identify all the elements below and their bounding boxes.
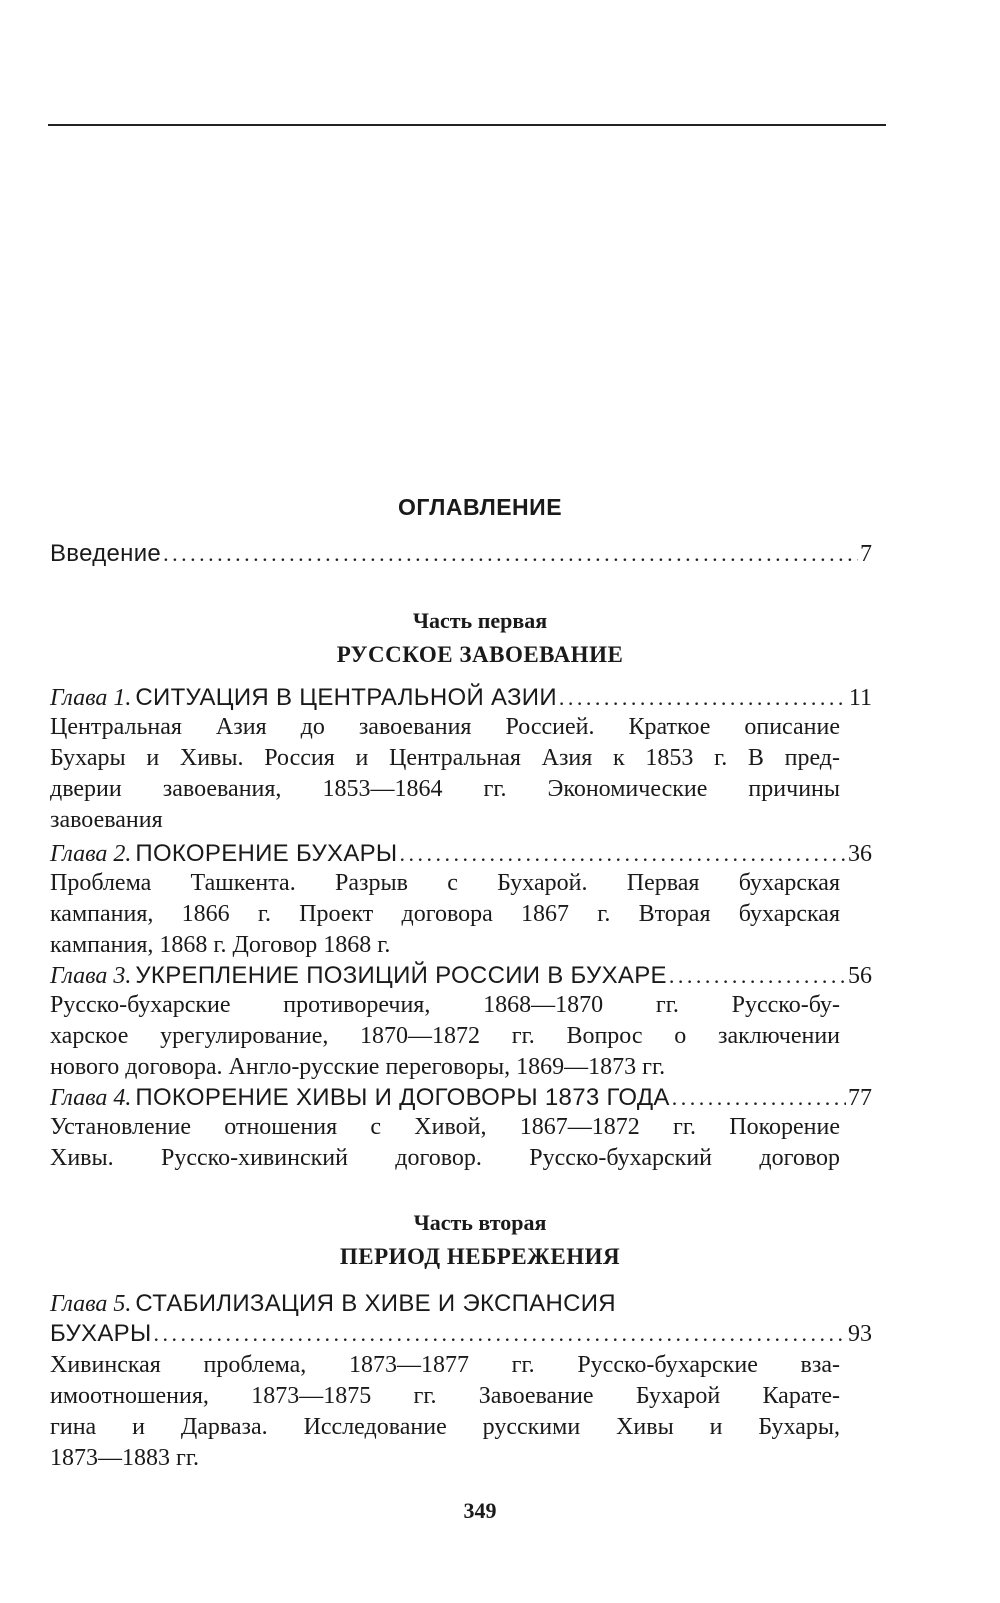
description-line: дверии завоевания, 1853—1864 гг. Экономические причины [50, 776, 840, 802]
description-line: кампания, 1866 г. Проект договора 1867 г. Вторая бухарская [50, 901, 840, 927]
toc-entry-page: 7 [860, 541, 872, 567]
description-line: Бухары и Хивы. Россия и Центральная Азия к 1853 г. В пред- [50, 745, 840, 771]
description-line: Проблема Ташкента. Разрыв с Бухарой. Первая бухарская [50, 870, 840, 896]
toc-entry-chapter-4 [50, 1084, 872, 1112]
description-line: харское урегулирование, 1870—1872 гг. Вопрос о заключении [50, 1023, 840, 1049]
description-line: нового договора. Англо-русские переговоры, 1869—1873 гг. [50, 1054, 666, 1080]
chapter-page: 36 [848, 841, 872, 867]
page-number: 349 [463, 1498, 497, 1523]
toc-entry-intro [50, 540, 872, 568]
description-line: Хивы. Русско-хивинский договор. Русско-бухарский договор [50, 1145, 840, 1171]
description-line: гина и Дарваза. Исследование русскими Хивы и Бухары, [50, 1414, 840, 1440]
chapter-page: 77 [848, 1085, 872, 1111]
leader-dots [669, 963, 846, 989]
part-label: Часть вторая [413, 1210, 547, 1235]
chapter-page: 11 [848, 685, 872, 711]
chapter-title: ПОКОРЕНИЕ ХИВЫ И ДОГОВОРЫ 1873 ГОДА [135, 1084, 670, 1111]
description-line: 1873—1883 гг. [50, 1445, 199, 1471]
chapter-page: 56 [848, 963, 872, 989]
leader-dots [559, 685, 847, 711]
chapter-title: СИТУАЦИЯ В ЦЕНТРАЛЬНОЙ АЗИИ [135, 684, 557, 711]
description-line: Русско-бухарские противоречия, 1868—1870 гг. Русско-бу- [50, 992, 840, 1018]
chapter-title: УКРЕПЛЕНИЕ ПОЗИЦИЙ РОССИИ В БУХАРЕ [135, 962, 667, 989]
toc-entry-chapter-2 [50, 840, 872, 868]
toc-entry-chapter-5 [50, 1320, 872, 1348]
leader-dots [399, 841, 846, 867]
toc-entry-chapter-1 [50, 684, 872, 712]
chapter-number: Глава 4. [50, 1085, 132, 1111]
toc-entry-label: Введение [50, 540, 162, 567]
toc-entry-chapter-3 [50, 962, 872, 990]
chapter-number: Глава 2. [50, 841, 132, 867]
chapter-description [50, 712, 840, 836]
leader-dots [672, 1085, 846, 1111]
description-line: Центральная Азия до завоевания Россией. Краткое описание [50, 714, 840, 740]
chapter-title-line-2: БУХАРЫ [50, 1320, 152, 1347]
chapter-number: Глава 5. [50, 1291, 132, 1317]
description-line: завоевания [50, 807, 163, 833]
part-label: Часть первая [412, 608, 548, 633]
toc-entry-chapter-5-heading [50, 1290, 872, 1318]
description-line: имоотношения, 1873—1875 гг. Завоевание Бухарой Карате- [50, 1383, 840, 1409]
part-title: ПЕРИОД НЕБРЕЖЕНИЯ [339, 1244, 621, 1269]
chapter-description [50, 868, 840, 961]
toc-title: ОГЛАВЛЕНИЕ [397, 494, 563, 520]
chapter-description [50, 990, 840, 1083]
chapter-title-line-1: СТАБИЛИЗАЦИЯ В ХИВЕ И ЭКСПАНСИЯ [135, 1290, 616, 1317]
chapter-number: Глава 1. [50, 685, 132, 711]
description-line: кампания, 1868 г. Договор 1868 г. [50, 932, 391, 958]
chapter-description [50, 1112, 840, 1174]
chapter-description [50, 1350, 840, 1474]
leader-dots [163, 541, 858, 567]
description-line: Хивинская проблема, 1873—1877 гг. Русско-бухарские вза- [50, 1352, 840, 1378]
chapter-page: 93 [848, 1321, 872, 1347]
chapter-number: Глава 3. [50, 963, 132, 989]
part-title: РУССКОЕ ЗАВОЕВАНИЕ [336, 642, 624, 667]
leader-dots [154, 1321, 846, 1347]
chapter-title: ПОКОРЕНИЕ БУХАРЫ [135, 840, 398, 867]
top-rule [48, 124, 886, 126]
description-line: Установление отношения с Хивой, 1867—1872 гг. Покорение [50, 1114, 840, 1140]
